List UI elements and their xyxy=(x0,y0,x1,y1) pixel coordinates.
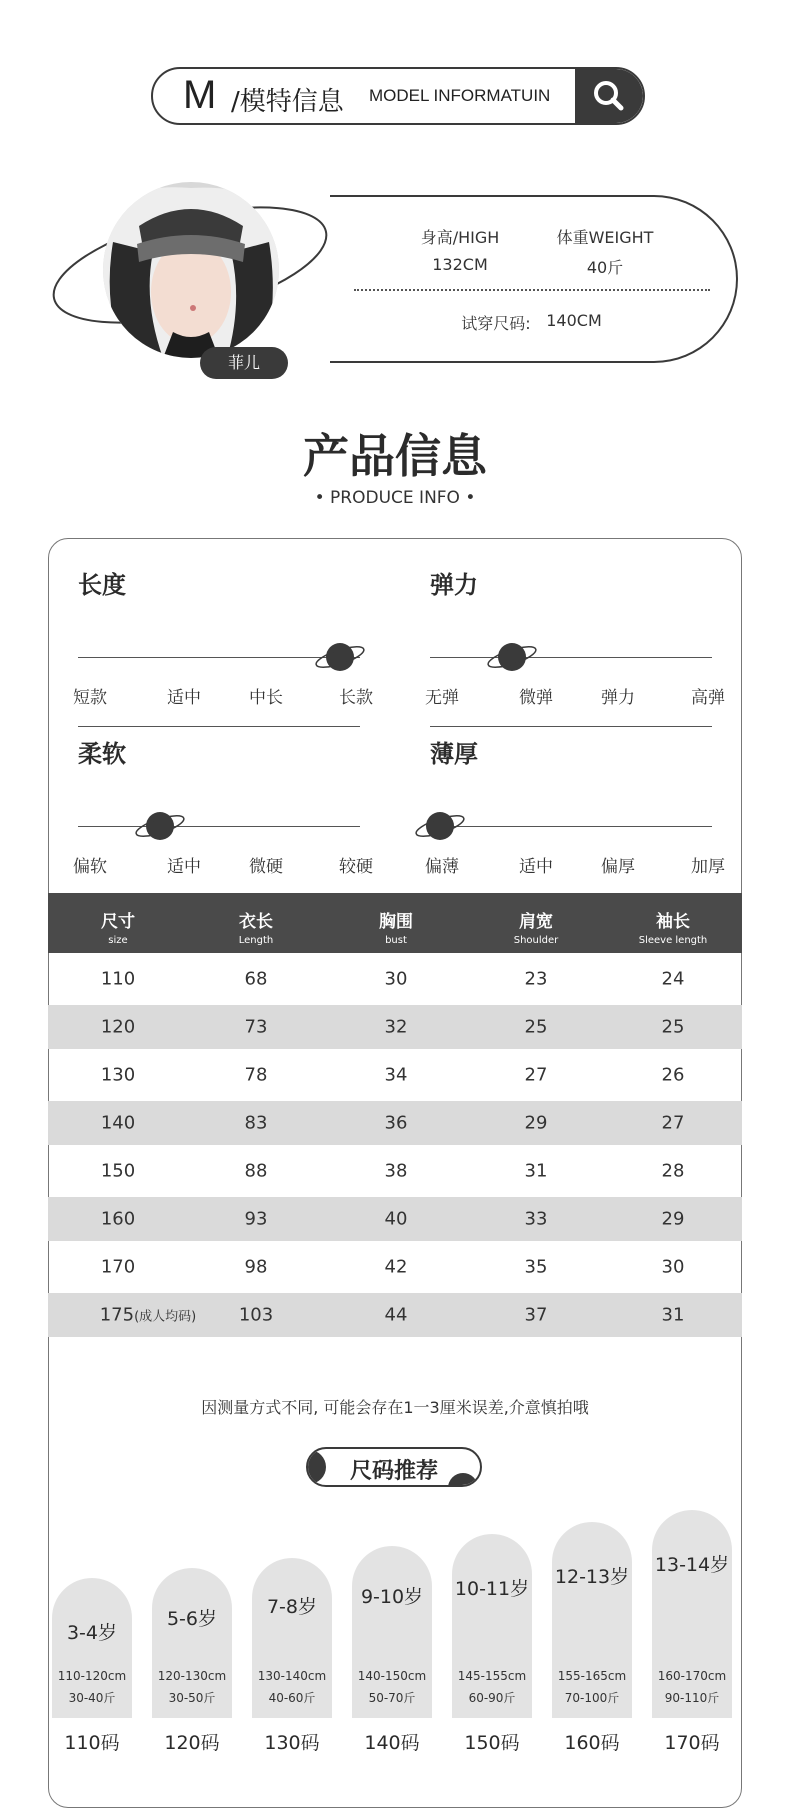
attribute-option: 无弹 xyxy=(425,688,459,708)
try-size-value: 140CM xyxy=(546,311,602,330)
header-zh: 尺寸 xyxy=(101,912,135,932)
attribute-title: 柔软 xyxy=(78,740,126,768)
attribute-thickness xyxy=(425,734,725,894)
model-name-badge: 菲儿 xyxy=(200,347,288,379)
size-recommend-card xyxy=(252,1558,332,1718)
header-title: /模特信息 xyxy=(231,87,344,117)
height-range: 145-155cm xyxy=(457,1669,527,1683)
size-recommend-card xyxy=(652,1510,732,1718)
table-header-cell xyxy=(466,893,606,946)
table-cell: 73 xyxy=(244,1016,268,1038)
table-cell: 40 xyxy=(384,1208,408,1230)
size-value: 120 xyxy=(100,1016,136,1038)
table-row xyxy=(48,1197,742,1241)
table-row xyxy=(48,1101,742,1145)
try-size-label: 试穿尺码: xyxy=(461,314,531,333)
attribute-option: 适中 xyxy=(167,688,201,708)
table-cell: 27 xyxy=(524,1064,548,1086)
header-zh: 衣长 xyxy=(239,912,273,932)
attribute-option: 中长 xyxy=(249,688,283,708)
size-note: (成人均码) xyxy=(134,1309,197,1325)
table-cell: 23 xyxy=(524,968,548,990)
attribute-title: 薄厚 xyxy=(430,740,478,768)
attribute-option: 偏软 xyxy=(73,857,107,877)
attribute-option: 短款 xyxy=(73,688,107,708)
recommended-size: 110码 xyxy=(64,1732,120,1754)
search-button[interactable] xyxy=(575,69,643,123)
attribute-option: 加厚 xyxy=(691,857,725,877)
attribute-elasticity xyxy=(425,565,725,725)
header-zh: 肩宽 xyxy=(519,912,553,932)
table-cell xyxy=(48,1257,188,1278)
table-header-cell xyxy=(186,893,326,946)
recommended-size: 170码 xyxy=(664,1732,720,1754)
header-en: bust xyxy=(385,935,407,946)
weight-range: 30-40斤 xyxy=(68,1691,116,1705)
size-recommend-card xyxy=(452,1534,532,1718)
table-cell: 93 xyxy=(244,1208,268,1230)
table-row xyxy=(48,1005,742,1049)
product-info-title: 产品信息 xyxy=(303,429,487,483)
size-table xyxy=(48,893,742,1337)
table-row xyxy=(48,953,742,1005)
attribute-scale-line xyxy=(78,826,360,827)
table-cell: 42 xyxy=(384,1256,408,1278)
planet-marker-icon xyxy=(413,804,467,848)
size-value: 110 xyxy=(100,968,136,990)
attribute-scale-line xyxy=(430,657,712,658)
table-cell: 88 xyxy=(244,1160,268,1182)
header-letter: M xyxy=(183,73,217,117)
table-cell: 28 xyxy=(661,1160,685,1182)
height-range: 160-170cm xyxy=(657,1669,727,1683)
age-range: 10-11岁 xyxy=(454,1578,530,1600)
table-body xyxy=(48,953,742,1337)
weight-range: 50-70斤 xyxy=(368,1691,416,1705)
age-range: 5-6岁 xyxy=(166,1608,218,1630)
size-recommend-cards xyxy=(48,1508,742,1718)
height-label: 身高/HIGH xyxy=(420,228,500,247)
table-row xyxy=(48,1049,742,1101)
table-cell xyxy=(48,1017,188,1038)
attribute-option: 高弹 xyxy=(691,688,725,708)
attribute-divider xyxy=(430,726,712,727)
attribute-length xyxy=(73,565,373,725)
height-range: 110-120cm xyxy=(57,1669,127,1683)
model-info-header xyxy=(151,67,645,125)
table-cell: 29 xyxy=(524,1112,548,1134)
size-recommend-card xyxy=(152,1568,232,1718)
age-range: 3-4岁 xyxy=(66,1622,118,1644)
table-cell: 78 xyxy=(244,1064,268,1086)
stats-divider xyxy=(354,289,710,291)
table-cell: 103 xyxy=(238,1304,274,1326)
size-value: 130 xyxy=(100,1064,136,1086)
table-cell: 33 xyxy=(524,1208,548,1230)
table-cell: 29 xyxy=(661,1208,685,1230)
table-cell: 25 xyxy=(661,1016,685,1038)
recommended-size: 130码 xyxy=(264,1732,320,1754)
recommended-size: 140码 xyxy=(364,1732,420,1754)
size-recommend-label: 尺码推荐 xyxy=(349,1459,438,1484)
table-cell: 34 xyxy=(384,1064,408,1086)
search-icon xyxy=(575,69,643,123)
recommended-size: 120码 xyxy=(164,1732,220,1754)
height-range: 120-130cm xyxy=(157,1669,227,1683)
table-cell: 68 xyxy=(244,968,268,990)
attribute-option: 微硬 xyxy=(249,857,283,877)
attribute-option: 长款 xyxy=(339,688,373,708)
table-cell: 44 xyxy=(384,1304,408,1326)
table-cell xyxy=(48,1065,188,1086)
table-cell: 24 xyxy=(661,968,685,990)
measurement-note: 因测量方式不同, 可能会存在1一3厘米误差,介意慎拍哦 xyxy=(201,1398,589,1417)
weight-value: 40斤 xyxy=(586,258,624,277)
attribute-option: 较硬 xyxy=(339,857,373,877)
table-cell: 35 xyxy=(524,1256,548,1278)
weight-range: 60-90斤 xyxy=(468,1691,516,1705)
table-cell: 38 xyxy=(384,1160,408,1182)
table-cell: 32 xyxy=(384,1016,408,1038)
size-value: 160 xyxy=(100,1208,136,1230)
table-cell: 31 xyxy=(524,1160,548,1182)
table-cell xyxy=(48,1113,188,1134)
table-cell xyxy=(48,1161,188,1182)
size-value: 150 xyxy=(100,1160,136,1182)
size-value: 175 xyxy=(99,1304,135,1326)
table-row xyxy=(48,1145,742,1197)
size-recommend-card xyxy=(52,1578,132,1718)
attribute-option: 偏薄 xyxy=(425,857,459,877)
height-range: 140-150cm xyxy=(357,1669,427,1683)
header-title-en: MODEL INFORMATUIN xyxy=(369,86,551,105)
table-cell: 25 xyxy=(524,1016,548,1038)
table-row xyxy=(48,1293,742,1337)
height-value: 132CM xyxy=(432,255,488,274)
header-zh: 胸围 xyxy=(379,912,413,932)
table-cell xyxy=(48,969,188,990)
attribute-divider xyxy=(78,726,360,727)
age-range: 12-13岁 xyxy=(554,1566,630,1588)
header-en: size xyxy=(108,935,128,946)
attribute-option: 适中 xyxy=(519,857,553,877)
table-cell: 31 xyxy=(661,1304,685,1326)
product-info-subtitle: • PRODUCE INFO • xyxy=(314,488,476,508)
table-cell: 30 xyxy=(384,968,408,990)
size-value: 140 xyxy=(100,1112,136,1134)
planet-marker-icon xyxy=(485,635,539,679)
size-recommend-card xyxy=(352,1546,432,1718)
height-range: 130-140cm xyxy=(257,1669,327,1683)
age-range: 7-8岁 xyxy=(266,1596,318,1618)
table-cell xyxy=(48,1209,188,1230)
attribute-option: 偏厚 xyxy=(601,857,635,877)
attribute-option: 弹力 xyxy=(601,688,635,708)
size-recommend-title xyxy=(306,1447,482,1487)
height-range: 155-165cm xyxy=(557,1669,627,1683)
table-header-cell xyxy=(326,893,466,946)
header-en: Length xyxy=(238,935,274,946)
age-range: 13-14岁 xyxy=(654,1554,730,1576)
planet-marker-icon xyxy=(133,804,187,848)
table-cell: 36 xyxy=(384,1112,408,1134)
table-cell: 37 xyxy=(524,1304,548,1326)
model-avatar xyxy=(103,182,279,358)
attribute-title: 长度 xyxy=(78,571,126,599)
table-cell: 27 xyxy=(661,1112,685,1134)
header-en: Shoulder xyxy=(513,935,559,946)
table-cell: 83 xyxy=(244,1112,268,1134)
table-row xyxy=(48,1241,742,1293)
table-cell: 30 xyxy=(661,1256,685,1278)
table-cell: 98 xyxy=(244,1256,268,1278)
table-header-cell xyxy=(48,893,188,946)
header-zh: 袖长 xyxy=(656,912,690,932)
weight-range: 70-100斤 xyxy=(564,1691,620,1705)
attribute-option: 微弹 xyxy=(519,688,553,708)
weight-range: 40-60斤 xyxy=(268,1691,316,1705)
recommended-size: 150码 xyxy=(464,1732,520,1754)
table-cell: 26 xyxy=(661,1064,685,1086)
attribute-option: 适中 xyxy=(167,857,201,877)
attribute-scale-line xyxy=(430,826,712,827)
size-recommend-card xyxy=(552,1522,632,1718)
weight-range: 90-110斤 xyxy=(664,1691,720,1705)
weight-label: 体重WEIGHT xyxy=(556,228,654,247)
planet-marker-icon xyxy=(313,635,367,679)
attribute-softness xyxy=(73,734,373,894)
table-header-cell xyxy=(603,893,743,946)
recommended-size: 160码 xyxy=(564,1732,620,1754)
header-en: Sleeve length xyxy=(638,935,708,946)
attribute-title: 弹力 xyxy=(430,571,478,599)
size-value: 170 xyxy=(100,1256,136,1278)
age-range: 9-10岁 xyxy=(360,1586,424,1608)
model-stats-card xyxy=(330,195,738,363)
table-header xyxy=(48,893,742,953)
weight-range: 30-50斤 xyxy=(168,1691,216,1705)
